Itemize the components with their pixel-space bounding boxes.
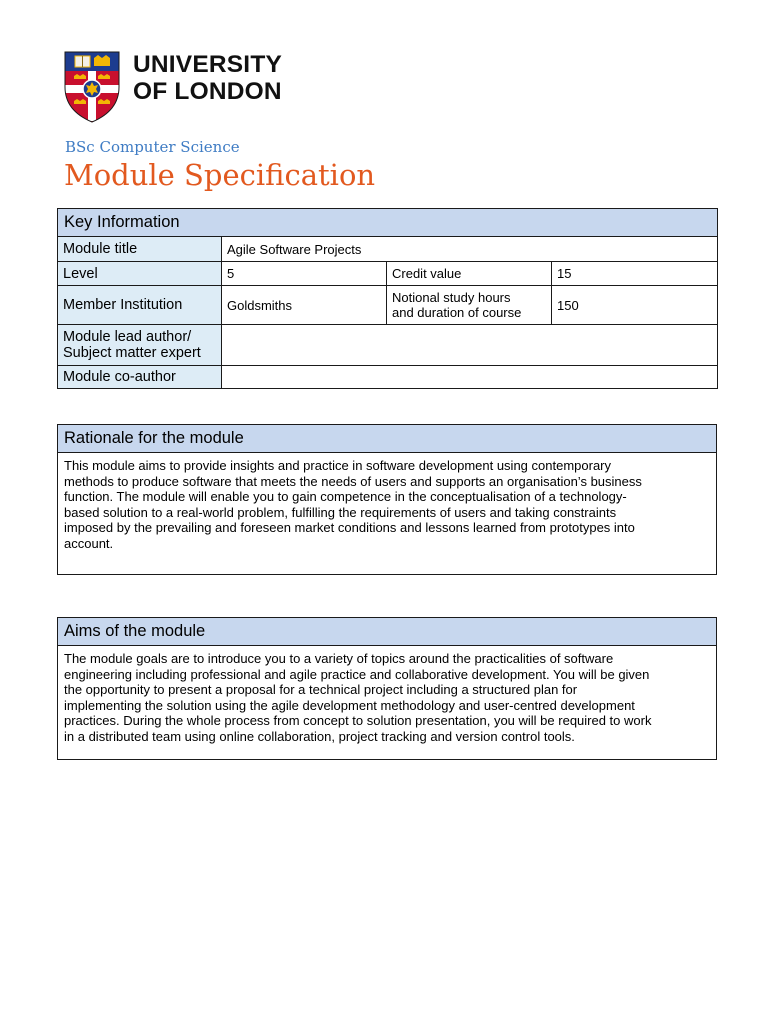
rationale-line: account. — [64, 535, 114, 551]
section-body-row — [58, 453, 717, 575]
section-header-row — [58, 425, 717, 453]
table-header-row — [58, 209, 718, 237]
rationale-line: This module aims to provide insights and practice in software development using contemporary — [64, 458, 611, 473]
credit-value-label: Credit value — [387, 262, 552, 286]
rationale-line: based solution to a real-world problem, fulfilling the requirements of users and taking constraints — [64, 504, 617, 520]
rationale-line: methods to produce software that meets the needs of users and supports an organisation’s business — [64, 473, 642, 489]
study-hours-label-line-1: Notional study hours — [392, 290, 511, 305]
aims-line: in a distributed team using online collaboration, project tracking and version control tools. — [64, 728, 575, 744]
lead-author-label-line-2: Subject matter expert — [63, 345, 201, 361]
study-hours-label-line-2: and duration of course — [392, 305, 522, 320]
study-hours-label — [387, 286, 552, 325]
level-label: Level — [58, 262, 222, 286]
module-title-value: Agile Software Projects — [222, 237, 718, 262]
table-row — [58, 366, 718, 389]
aims-line: implementing the solution using the agile development methodology and user-centred development — [64, 697, 635, 713]
lead-author-label — [58, 325, 222, 366]
rationale-heading: Rationale for the module — [58, 425, 717, 453]
wordmark-line-2: OF LONDON — [133, 78, 282, 105]
section-body-row — [58, 646, 717, 760]
aims-line: the opportunity to present a proposal for a technical project including a structured plan for — [64, 682, 578, 697]
university-wordmark — [133, 51, 282, 105]
table-row — [58, 237, 718, 262]
aims-text — [58, 646, 717, 760]
wordmark-line-1: UNIVERSITY — [133, 51, 283, 78]
table-row — [58, 262, 718, 286]
table-row — [58, 286, 718, 325]
page-title: Module Specification — [64, 158, 376, 192]
level-value: 5 — [222, 262, 387, 286]
rationale-section — [57, 424, 717, 575]
co-author-label: Module co-author — [58, 366, 222, 389]
co-author-value — [222, 366, 718, 389]
key-information-table — [57, 208, 718, 389]
aims-line: practices. During the whole process from concept to solution presentation, you will be required to work — [64, 713, 652, 728]
study-hours-value: 150 — [552, 286, 718, 325]
rationale-text — [58, 453, 717, 575]
lead-author-label-line-1: Module lead author/ — [63, 329, 192, 345]
table-row — [58, 325, 718, 366]
member-institution-label: Member Institution — [58, 286, 222, 325]
credit-value-value: 15 — [552, 262, 718, 286]
lead-author-value — [222, 325, 718, 366]
aims-line: engineering including professional and agile practice and collaborative development. You will be given — [64, 666, 650, 682]
rationale-line: function. The module will enable you to gain competence in the conceptualisation of a technology- — [64, 489, 627, 504]
rationale-line: imposed by the prevailing and foreseen market conditions and lessons learned from prototypes into — [64, 520, 635, 535]
aims-heading: Aims of the module — [58, 618, 717, 646]
university-logo — [64, 51, 282, 123]
aims-line: The module goals are to introduce you to a variety of topics around the practicalities of software — [64, 651, 614, 666]
aims-section — [57, 617, 717, 760]
programme-name: BSc Computer Science — [65, 138, 240, 156]
member-institution-value: Goldsmiths — [222, 286, 387, 325]
module-title-label: Module title — [58, 237, 222, 262]
key-information-heading: Key Information — [58, 209, 718, 237]
university-crest-icon — [64, 51, 120, 123]
section-header-row — [58, 618, 717, 646]
